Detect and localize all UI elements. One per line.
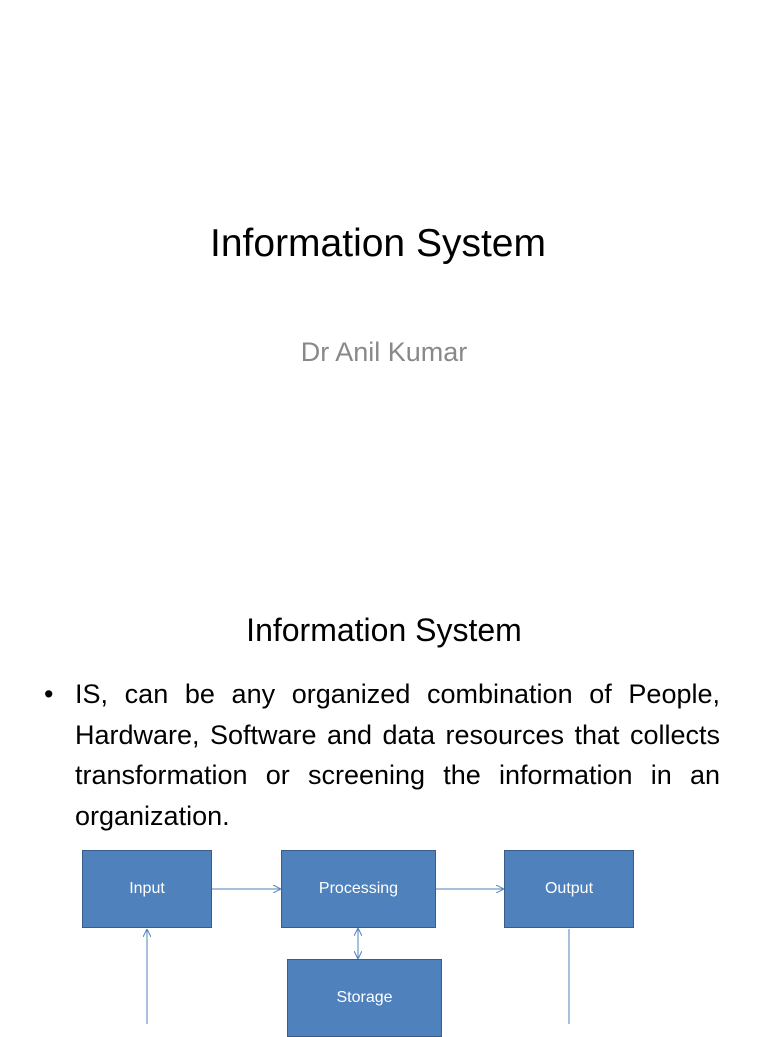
bullet-dot-icon: • xyxy=(44,679,54,709)
storage-box: Storage xyxy=(287,959,442,1037)
content-slide xyxy=(0,576,768,1024)
slide-title: Information System xyxy=(210,222,546,265)
input-box: Input xyxy=(82,850,212,928)
bullet-text: IS, can be any organized combination of People, Hardware, Software and data resources that collects transformation or screening the information in an organization. xyxy=(75,679,720,831)
processing-box: Processing xyxy=(281,850,436,928)
slide-subtitle: Dr Anil Kumar xyxy=(300,337,468,367)
content-slide-title: Information System xyxy=(246,612,522,648)
information-system-diagram xyxy=(0,576,768,1024)
output-box: Output xyxy=(504,850,634,928)
